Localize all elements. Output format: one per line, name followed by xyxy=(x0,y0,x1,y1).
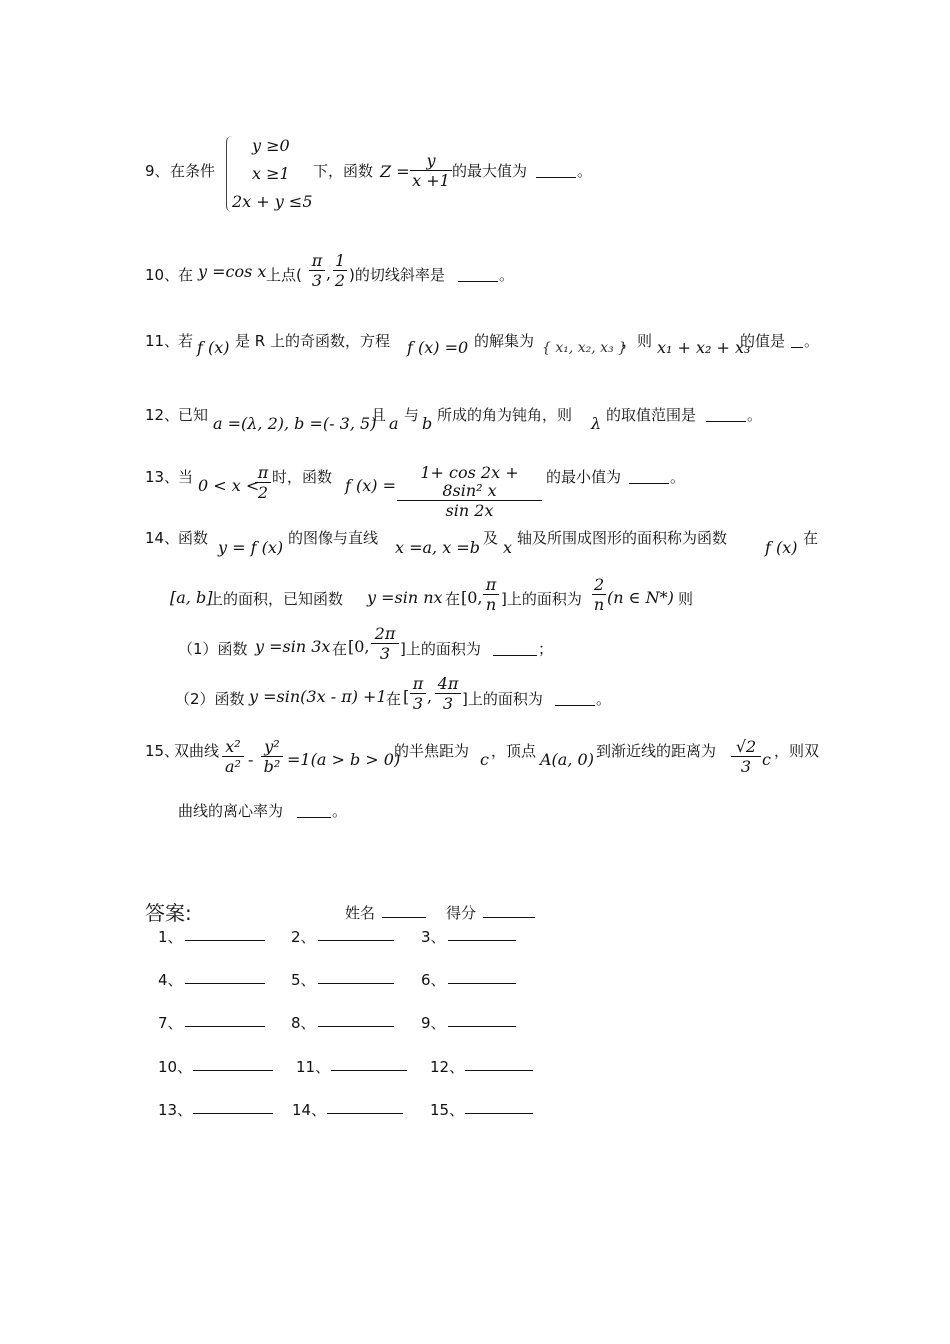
answer-label-4: 4、 xyxy=(158,971,183,989)
q15-y-numerator: y² xyxy=(261,738,283,757)
q15-distance-denominator: 3 xyxy=(740,757,752,776)
q14-sub2-text-1: 在 xyxy=(386,690,402,708)
q15-x-numerator: x² xyxy=(222,738,244,757)
answer-label-1: 1、 xyxy=(158,928,183,946)
q12-number: 12、 xyxy=(145,406,180,424)
q15-fraction-x xyxy=(222,738,244,777)
q9-end: 。 xyxy=(577,162,593,180)
q12-text-before: 已知 xyxy=(178,406,209,424)
q14-line2-text-1: 上的面积，已知函数 xyxy=(208,590,344,608)
q14-sub1-text-2: ]上的面积为 xyxy=(400,640,481,658)
answer-label-5: 5、 xyxy=(291,971,316,989)
q10-number: 10、 xyxy=(145,266,180,284)
q14-x-axis: x xyxy=(503,538,513,557)
q14-number: 14、 xyxy=(145,529,180,547)
q15-equation: =1(a > b > 0) xyxy=(287,750,401,769)
q11-text-2: 的解集为 xyxy=(474,332,535,350)
answer-label-14: 14、 xyxy=(292,1101,327,1119)
q10-fraction-1-numerator: π xyxy=(309,252,325,271)
q14-text-before: 函数 xyxy=(178,529,209,547)
q14-sub1-answer-blank xyxy=(493,641,537,656)
q10-fraction-1 xyxy=(309,252,325,291)
q9-text-before: 在条件 xyxy=(170,162,216,180)
q9-condition-1: y ≥0 xyxy=(252,136,290,155)
score-blank xyxy=(483,903,535,918)
q14-text-2: 及 xyxy=(483,529,499,547)
q12-end: 。 xyxy=(747,406,763,424)
q14-sub1-denominator: 3 xyxy=(379,644,391,663)
answer-blank-6 xyxy=(448,969,516,984)
name-blank xyxy=(382,903,426,918)
q12-answer-blank xyxy=(706,407,746,422)
q15-line2: 曲线的离心率为 xyxy=(178,802,284,820)
q9-fraction xyxy=(410,152,452,191)
q10-end: 。 xyxy=(499,266,515,284)
q9-fraction-numerator: y xyxy=(410,152,452,171)
q10-text-before: 在 xyxy=(178,266,194,284)
q14-line2-interval: [0, xyxy=(461,588,483,607)
q14-sub2-a-numerator: π xyxy=(410,675,426,694)
q14-fx: f (x) xyxy=(765,538,798,557)
q14-line2-text-5: 则 xyxy=(678,590,694,608)
q14-sub2-b-numerator: 4π xyxy=(435,675,461,694)
q13-text-before: 当 xyxy=(178,468,194,486)
answer-blank-2 xyxy=(318,926,394,941)
q14-sub2-a-denominator: 3 xyxy=(412,694,424,713)
answer-blank-12 xyxy=(465,1056,533,1071)
q13-function-denominator: sin 2x xyxy=(445,501,494,520)
q15-text-before: 双曲线 xyxy=(174,742,220,760)
q11-fx: f (x) xyxy=(197,338,230,357)
q14-sub2-function: y =sin(3x - π) +1 xyxy=(249,687,387,706)
q9-condition-2: x ≥1 xyxy=(252,164,290,183)
q11-text-after: 的值是 xyxy=(740,332,786,350)
answer-blank-11 xyxy=(331,1056,407,1071)
answer-blank-9 xyxy=(448,1012,516,1027)
q15-number: 15、 xyxy=(145,742,180,760)
q14-lines: x =a, x =b xyxy=(395,538,480,557)
answer-label-15: 15、 xyxy=(430,1101,465,1119)
q9-fraction-denominator: x +1 xyxy=(412,171,450,190)
q15-x-denominator: a² xyxy=(225,757,241,776)
q15-text-1: 的半焦距为 xyxy=(394,742,470,760)
q14-text-3: 轴及所围成图形的面积称为函数 xyxy=(517,529,728,547)
q13-number: 13、 xyxy=(145,468,180,486)
q12-vectors: a =(λ, 2), b =(- 3, 5) xyxy=(213,414,377,433)
answer-label-13: 13、 xyxy=(158,1101,193,1119)
q14-interval-ab: [a, b] xyxy=(170,588,213,607)
q9-answer-blank xyxy=(536,163,576,178)
q11-text-1: 是 R 上的奇函数，方程 xyxy=(235,332,390,350)
q15-distance-fraction xyxy=(731,738,761,777)
q9-number: 9、 xyxy=(145,162,170,180)
answer-label-2: 2、 xyxy=(291,928,316,946)
q10-formula: y =cos x xyxy=(198,262,267,281)
q14-line2-denominator: n xyxy=(485,595,497,614)
q12-text-2: 与 xyxy=(404,406,420,424)
q15-text-2: ，顶点 xyxy=(491,742,537,760)
q13-condition-numerator: π xyxy=(255,464,271,483)
q11-text-3: ，则 xyxy=(622,332,653,350)
q13-end: 。 xyxy=(670,468,686,486)
answer-label-11: 11、 xyxy=(296,1058,331,1076)
q14-text-1: 的图像与直线 xyxy=(288,529,379,547)
answer-heading: 答案: xyxy=(145,901,192,925)
answer-label-12: 12、 xyxy=(430,1058,465,1076)
q14-sub1-text-1: 在 xyxy=(332,640,348,658)
q14-sub2-fraction-a xyxy=(410,675,426,714)
q14-sub1-fraction xyxy=(371,625,399,664)
answer-blank-13 xyxy=(193,1099,273,1114)
q14-sub2-comma: , xyxy=(427,687,433,706)
q13-condition: 0 < x < xyxy=(198,476,260,495)
answer-label-7: 7、 xyxy=(158,1014,183,1032)
q14-line2-result-fraction xyxy=(592,576,606,615)
answer-blank-1 xyxy=(185,926,265,941)
q11-sum: x₁ + x₂ + x₃ xyxy=(657,338,751,357)
q14-sub1-label: （1）函数 xyxy=(178,640,248,658)
q10-text-mid: 上点( xyxy=(266,266,302,284)
q14-sub1-function: y =sin 3x xyxy=(255,637,331,656)
q15-text-3: 到渐近线的距离为 xyxy=(596,742,717,760)
q14-sub2-label: （2）函数 xyxy=(175,690,245,708)
q14-line2-result-denominator: n xyxy=(593,595,605,614)
name-label: 姓名 xyxy=(345,904,376,922)
q14-sub2-end: 。 xyxy=(596,690,612,708)
q9-condition-3: 2x + y ≤5 xyxy=(232,192,313,211)
q11-answer-blank xyxy=(791,333,803,348)
q13-text-after: 的最小值为 xyxy=(546,468,622,486)
answer-blank-3 xyxy=(448,926,516,941)
q15-y-denominator: b² xyxy=(263,757,281,776)
q14-sub2-answer-blank xyxy=(555,691,595,706)
q13-function-numerator: 1+ cos 2x + 8sin² x xyxy=(397,464,542,501)
q9-z: Z = xyxy=(380,162,410,181)
q10-answer-blank xyxy=(458,267,498,282)
q11-solution-set: { x₁, x₂, x₃ } xyxy=(542,340,628,356)
q14-line2-result-numerator: 2 xyxy=(594,575,605,594)
q12-text-3: 所成的角为钝角，则 xyxy=(437,406,573,424)
q12-text-1: 且 xyxy=(371,406,387,424)
q9-text-after: 的最大值为 xyxy=(452,162,528,180)
q10-fraction-1-denominator: 3 xyxy=(311,271,323,290)
answer-label-10: 10、 xyxy=(158,1058,193,1076)
answer-label-8: 8、 xyxy=(291,1014,316,1032)
q14-sub2-text-2: ]上的面积为 xyxy=(462,690,543,708)
q10-comma: , xyxy=(326,264,332,283)
answer-label-6: 6、 xyxy=(421,971,446,989)
q14-yfx: y = f (x) xyxy=(218,538,284,557)
score-label: 得分 xyxy=(446,904,477,922)
q11-number: 11、 xyxy=(145,332,180,350)
q11-end: 。 xyxy=(804,332,820,350)
q14-text-4: 在 xyxy=(803,529,819,547)
q9-text-mid: 下，函数 xyxy=(313,162,374,180)
answer-blank-5 xyxy=(318,969,394,984)
q14-sub1-end: ； xyxy=(538,640,554,658)
q13-condition-fraction xyxy=(255,464,271,503)
q12-vector-b: b xyxy=(422,414,433,433)
q14-sub2-b-denominator: 3 xyxy=(442,694,454,713)
q11-text-before: 若 xyxy=(178,332,194,350)
q10-fraction-2-denominator: 2 xyxy=(334,271,346,290)
q12-vector-a: a xyxy=(389,414,399,433)
q14-line2-condition: (n ∈ N*) xyxy=(607,588,674,607)
q13-condition-denominator: 2 xyxy=(257,483,269,502)
q12-lambda: λ xyxy=(591,414,602,433)
q11-equation: f (x) =0 xyxy=(407,338,469,357)
q15-answer-blank xyxy=(297,803,331,818)
q15-point-a: A(a, 0) xyxy=(540,750,594,769)
q15-fraction-y xyxy=(261,738,283,777)
q12-text-after: 的取值范围是 xyxy=(606,406,697,424)
answer-blank-8 xyxy=(318,1012,394,1027)
q14-line2-function: y =sin nx xyxy=(367,588,443,607)
q13-answer-blank xyxy=(629,469,669,484)
answer-blank-14 xyxy=(327,1099,403,1114)
q15-text-4: ，则双 xyxy=(774,742,820,760)
q10-fraction-2 xyxy=(333,252,347,291)
q14-line2-text-3: ]上的面积为 xyxy=(501,590,582,608)
q15-minus: - xyxy=(248,750,254,769)
answer-blank-15 xyxy=(465,1099,533,1114)
q13-text-1: 时，函数 xyxy=(272,468,333,486)
answer-blank-7 xyxy=(185,1012,265,1027)
q14-sub2-interval: [ xyxy=(403,687,410,706)
q14-sub1-interval: [0, xyxy=(348,637,370,656)
q14-line2-fraction xyxy=(483,576,499,615)
q10-fraction-2-numerator: 1 xyxy=(335,251,346,270)
answer-blank-10 xyxy=(193,1056,273,1071)
q15-end: 。 xyxy=(332,802,348,820)
q10-text-after: )的切线斜率是 xyxy=(349,266,445,284)
q14-line2-numerator: π xyxy=(483,576,499,595)
q15-c: c xyxy=(480,750,489,769)
q15-c-2: c xyxy=(762,750,771,769)
q14-sub2-fraction-b xyxy=(435,675,461,714)
q14-line2-text-2: 在 xyxy=(445,590,461,608)
answer-label-9: 9、 xyxy=(421,1014,446,1032)
q13-function-fraction xyxy=(397,464,542,521)
answer-blank-4 xyxy=(185,969,265,984)
q13-fx: f (x) = xyxy=(345,476,397,495)
answer-label-3: 3、 xyxy=(421,928,446,946)
q14-sub1-numerator: 2π xyxy=(371,625,399,644)
q15-distance-numerator: √2 xyxy=(731,738,761,757)
